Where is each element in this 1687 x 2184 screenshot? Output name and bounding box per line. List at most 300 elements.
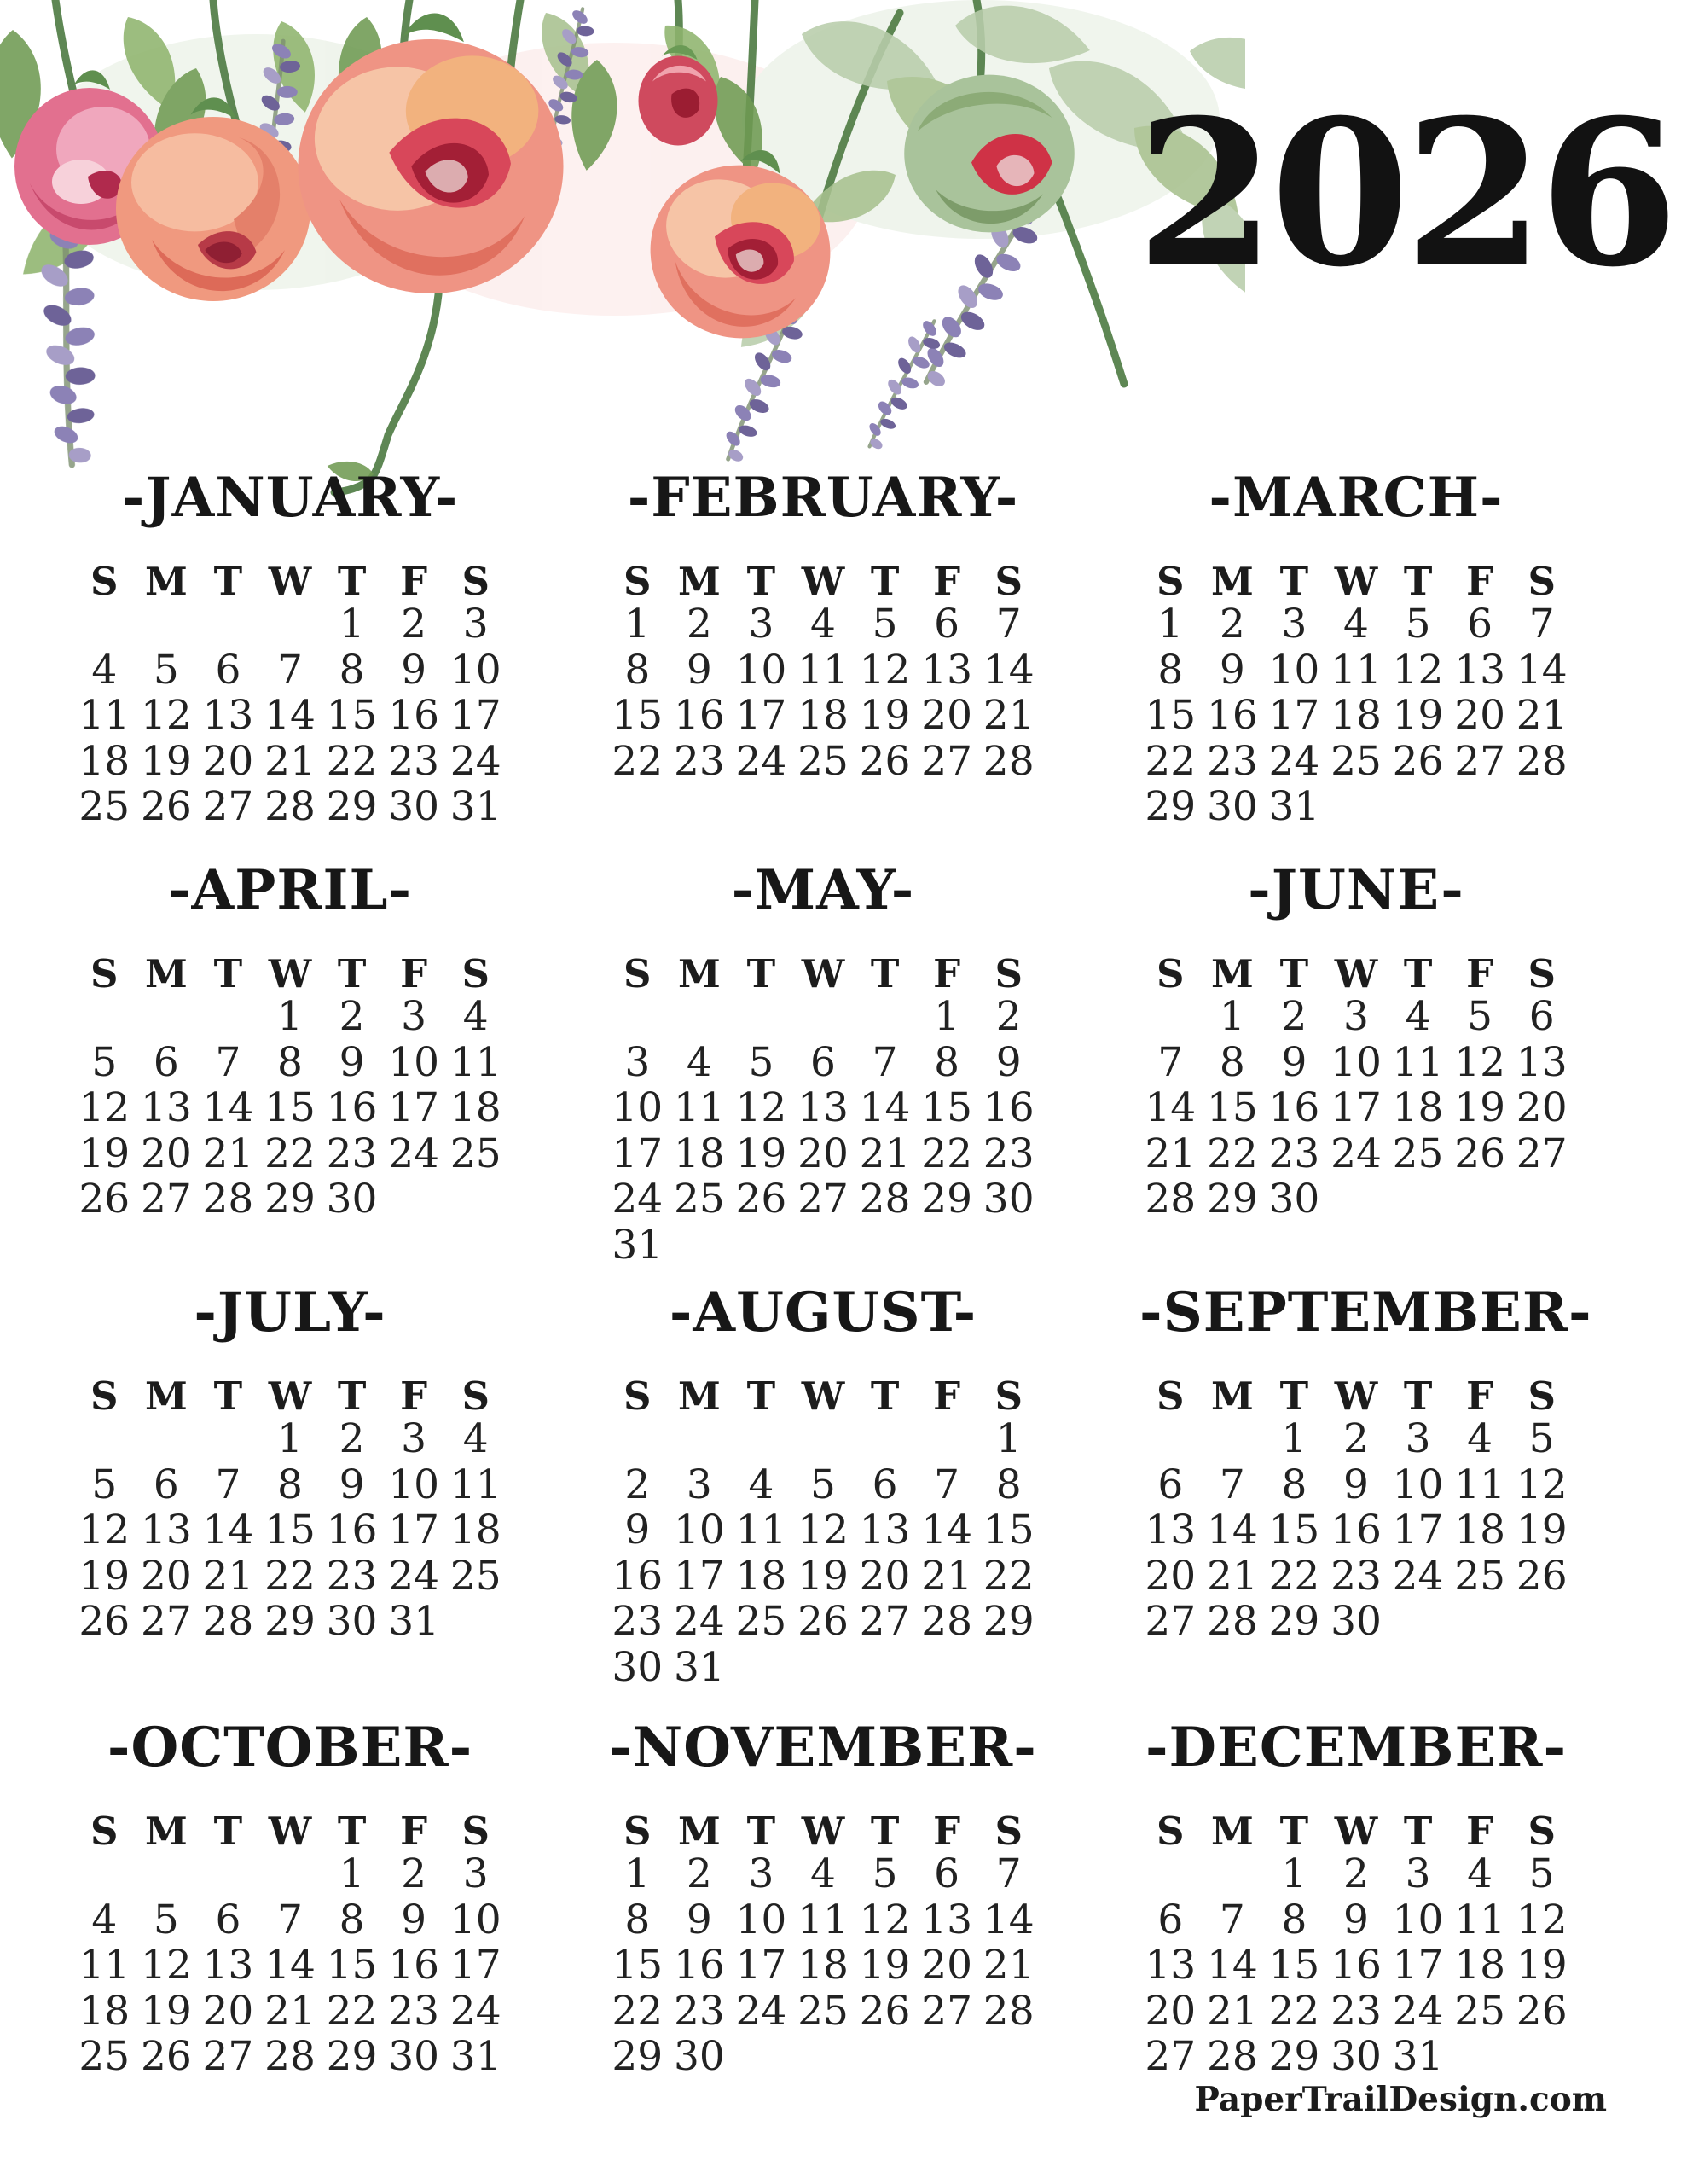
weekday-label: S: [994, 951, 1023, 996]
empty-cell: [136, 601, 198, 648]
date-cell: 1: [277, 1415, 303, 1462]
date-cell: 30: [1330, 2033, 1382, 2080]
weekday-header-row: [73, 559, 507, 604]
date-cell: 27: [1516, 1130, 1568, 1177]
empty-cell: [854, 1416, 916, 1462]
weekday-label: S: [90, 1809, 119, 1854]
date-cell: 19: [1454, 1084, 1506, 1131]
date-grid: [606, 1416, 1040, 1690]
date-cell: 21: [1145, 1130, 1197, 1177]
date-grid: [1139, 1851, 1573, 2080]
date-cell: 13: [140, 1084, 192, 1131]
date-cell: 20: [202, 1987, 254, 2035]
weekday-label: S: [1528, 1374, 1556, 1419]
date-cell: 4: [1343, 601, 1369, 648]
date-cell: 7: [277, 1896, 303, 1943]
weekday-label: T: [1403, 559, 1433, 604]
month-block: [73, 1715, 507, 2080]
date-cell: 8: [624, 646, 651, 694]
empty-cell: [916, 2034, 978, 2080]
empty-cell: [730, 2034, 792, 2080]
weekday-label: S: [623, 1809, 652, 1854]
date-cell: 15: [612, 1942, 664, 1989]
date-cell: 4: [462, 1415, 489, 1462]
date-cell: 23: [388, 1987, 440, 2035]
empty-cell: [730, 994, 792, 1040]
date-cell: 22: [921, 1130, 973, 1177]
date-cell: 15: [264, 1084, 316, 1131]
month-title: -APRIL-: [167, 858, 413, 922]
green-peony-bud: [904, 75, 1075, 233]
date-grid: [73, 1851, 507, 2080]
date-cell: 22: [1268, 1552, 1320, 1600]
date-cell: 9: [401, 646, 427, 694]
date-cell: 15: [1268, 1942, 1320, 1989]
date-cell: 12: [140, 1942, 192, 1989]
empty-cell: [916, 1223, 978, 1269]
empty-cell: [854, 1645, 916, 1691]
date-cell: 22: [1145, 737, 1197, 785]
date-cell: 29: [326, 2033, 378, 2080]
weekday-label: S: [1157, 951, 1185, 996]
date-cell: 28: [983, 737, 1035, 785]
date-grid: [606, 601, 1040, 784]
empty-cell: [1139, 1416, 1202, 1462]
weekday-label: W: [801, 559, 845, 604]
date-cell: 15: [326, 1942, 378, 1989]
weekday-label: F: [400, 1374, 428, 1419]
date-cell: 10: [612, 1084, 664, 1131]
date-cell: 28: [202, 1598, 254, 1645]
date-cell: 5: [1528, 1850, 1555, 1897]
empty-cell: [136, 1851, 198, 1897]
date-cell: 30: [388, 783, 440, 830]
date-cell: 22: [326, 1987, 378, 2035]
date-cell: 5: [872, 601, 898, 648]
date-cell: 20: [921, 1942, 973, 1989]
date-cell: 3: [686, 1461, 712, 1508]
date-cell: 31: [612, 1221, 664, 1269]
empty-cell: [606, 994, 669, 1040]
date-grid: [73, 1416, 507, 1645]
weekday-label: F: [1466, 1809, 1494, 1854]
date-cell: 19: [859, 1942, 911, 1989]
date-cell: 26: [797, 1598, 849, 1645]
date-cell: 7: [215, 1038, 241, 1086]
date-cell: 6: [810, 1038, 836, 1086]
date-cell: 7: [995, 1850, 1022, 1897]
date-cell: 16: [326, 1507, 378, 1554]
date-cell: 28: [264, 2033, 316, 2080]
date-cell: 17: [612, 1130, 664, 1177]
date-cell: 6: [934, 1850, 960, 1897]
date-cell: 27: [140, 1176, 192, 1223]
date-cell: 15: [264, 1507, 316, 1554]
date-cell: 20: [140, 1130, 192, 1177]
date-cell: 22: [1206, 1130, 1258, 1177]
date-cell: 3: [401, 993, 427, 1040]
month-block: [73, 1280, 507, 1715]
year-heading: 2026: [1136, 76, 1674, 311]
date-cell: 8: [995, 1461, 1022, 1508]
date-cell: 12: [1516, 1896, 1568, 1943]
weekday-label: T: [870, 559, 900, 604]
date-cell: 7: [934, 1461, 960, 1508]
empty-cell: [73, 994, 136, 1040]
date-cell: 4: [462, 993, 489, 1040]
weekday-label: F: [1466, 1374, 1494, 1419]
weekday-label: M: [677, 1374, 721, 1419]
weekday-label: F: [933, 951, 961, 996]
date-cell: 3: [462, 601, 489, 648]
date-cell: 1: [995, 1415, 1022, 1462]
empty-cell: [977, 1645, 1040, 1691]
month-title: -AUGUST-: [669, 1281, 977, 1345]
date-cell: 22: [326, 737, 378, 785]
date-cell: 9: [1281, 1038, 1307, 1086]
empty-cell: [197, 994, 259, 1040]
date-cell: 23: [673, 1987, 725, 2035]
date-cell: 24: [612, 1176, 664, 1223]
date-cell: 24: [388, 1130, 440, 1177]
date-cell: 4: [1467, 1415, 1493, 1462]
weekday-label: T: [213, 559, 243, 604]
date-cell: 5: [810, 1461, 836, 1508]
weekday-header-row: [1139, 951, 1573, 994]
date-cell: 8: [1281, 1896, 1307, 1943]
date-cell: 26: [1516, 1552, 1568, 1600]
date-grid: [73, 994, 507, 1223]
date-cell: 19: [859, 692, 911, 739]
date-cell: 15: [326, 692, 378, 739]
date-cell: 23: [1330, 1987, 1382, 2035]
date-cell: 26: [78, 1598, 130, 1645]
date-cell: 14: [202, 1084, 254, 1131]
weekday-label: W: [1334, 951, 1378, 996]
month-block: [606, 1715, 1040, 2080]
date-cell: 8: [339, 646, 365, 694]
month-title: -NOVEMBER-: [609, 1716, 1037, 1780]
date-cell: 11: [78, 1942, 130, 1989]
date-cell: 10: [735, 646, 787, 694]
weekday-label: T: [1279, 951, 1309, 996]
date-cell: 27: [921, 1987, 973, 2035]
date-cell: 17: [673, 1552, 725, 1600]
empty-cell: [977, 1223, 1040, 1269]
month-block: [73, 857, 507, 1280]
date-cell: 24: [735, 1987, 787, 2035]
weekday-label: S: [623, 559, 652, 604]
date-cell: 6: [1467, 601, 1493, 648]
date-cell: 9: [401, 1896, 427, 1943]
empty-cell: [197, 601, 259, 648]
date-cell: 14: [1206, 1942, 1258, 1989]
date-cell: 4: [748, 1461, 774, 1508]
month-block: [73, 465, 507, 857]
date-cell: 10: [449, 646, 501, 694]
date-cell: 9: [1343, 1896, 1369, 1943]
date-cell: 7: [1219, 1461, 1245, 1508]
date-cell: 20: [797, 1130, 849, 1177]
date-grid: [73, 601, 507, 830]
empty-cell: [1387, 1599, 1449, 1645]
weekday-label: T: [213, 1809, 243, 1854]
date-cell: 9: [339, 1038, 365, 1086]
date-cell: 27: [140, 1598, 192, 1645]
date-cell: 16: [1330, 1507, 1382, 1554]
date-cell: 1: [624, 1850, 651, 1897]
empty-cell: [730, 1223, 792, 1269]
date-grid: [606, 994, 1040, 1268]
date-cell: 31: [449, 783, 501, 830]
date-cell: 25: [449, 1130, 501, 1177]
date-cell: 14: [983, 1896, 1035, 1943]
date-cell: 21: [264, 1987, 316, 2035]
date-cell: 20: [921, 692, 973, 739]
date-cell: 17: [388, 1084, 440, 1131]
empty-cell: [1387, 784, 1449, 830]
date-cell: 19: [140, 737, 192, 785]
date-cell: 18: [797, 1942, 849, 1989]
date-cell: 21: [1516, 692, 1568, 739]
empty-cell: [916, 1645, 978, 1691]
empty-cell: [1202, 1416, 1264, 1462]
date-cell: 9: [1343, 1461, 1369, 1508]
date-cell: 26: [1516, 1987, 1568, 2035]
weekday-label: T: [746, 1374, 776, 1419]
month-title: -SEPTEMBER-: [1139, 1281, 1592, 1345]
date-cell: 25: [78, 783, 130, 830]
date-cell: 18: [1330, 692, 1382, 739]
date-cell: 19: [78, 1552, 130, 1600]
weekday-label: W: [1334, 559, 1378, 604]
date-cell: 9: [1219, 646, 1245, 694]
date-cell: 11: [78, 692, 130, 739]
date-cell: 26: [859, 737, 911, 785]
date-cell: 28: [1206, 1598, 1258, 1645]
date-cell: 23: [1330, 1552, 1382, 1600]
date-cell: 9: [995, 1038, 1022, 1086]
date-cell: 14: [859, 1084, 911, 1131]
date-cell: 6: [215, 646, 241, 694]
date-cell: 2: [401, 601, 427, 648]
date-cell: 8: [1281, 1461, 1307, 1508]
empty-cell: [1325, 784, 1388, 830]
date-cell: 18: [797, 692, 849, 739]
date-grid: [606, 1851, 1040, 2080]
date-cell: 4: [91, 646, 118, 694]
date-cell: 12: [859, 646, 911, 694]
date-cell: 26: [859, 1987, 911, 2035]
weekday-label: T: [1279, 1809, 1309, 1854]
date-cell: 5: [91, 1038, 118, 1086]
date-cell: 6: [1528, 993, 1555, 1040]
date-cell: 18: [673, 1130, 725, 1177]
date-cell: 25: [1330, 737, 1382, 785]
date-cell: 29: [921, 1176, 973, 1223]
date-cell: 15: [983, 1507, 1035, 1554]
date-cell: 29: [612, 2033, 664, 2080]
date-cell: 11: [735, 1507, 787, 1554]
date-cell: 26: [140, 783, 192, 830]
weekday-header-row: [606, 1374, 1040, 1419]
weekday-label: S: [461, 1809, 490, 1854]
weekday-label: T: [337, 1809, 367, 1854]
empty-cell: [73, 1416, 136, 1462]
empty-cell: [854, 994, 916, 1040]
date-cell: 14: [264, 1942, 316, 1989]
date-cell: 11: [673, 1084, 725, 1131]
date-cell: 23: [612, 1598, 664, 1645]
date-cell: 16: [1206, 692, 1258, 739]
weekday-label: W: [268, 1374, 312, 1419]
date-cell: 2: [339, 993, 365, 1040]
date-cell: 15: [612, 692, 664, 739]
date-cell: 5: [1405, 601, 1431, 648]
empty-cell: [730, 1645, 792, 1691]
footer-credit: PaperTrailDesign.com: [1194, 2080, 1607, 2119]
date-cell: 1: [1219, 993, 1245, 1040]
date-cell: 1: [339, 1850, 365, 1897]
date-cell: 10: [1392, 1896, 1444, 1943]
date-cell: 19: [797, 1552, 849, 1600]
empty-cell: [730, 1416, 792, 1462]
date-cell: 7: [215, 1461, 241, 1508]
date-cell: 18: [449, 1084, 501, 1131]
date-cell: 13: [202, 1942, 254, 1989]
empty-cell: [259, 601, 322, 648]
weekday-header-row: [73, 1374, 507, 1419]
date-cell: 1: [624, 601, 651, 648]
date-cell: 16: [326, 1084, 378, 1131]
empty-cell: [792, 1223, 855, 1269]
weekday-label: S: [461, 1374, 490, 1419]
date-cell: 12: [797, 1507, 849, 1554]
date-cell: 29: [264, 1176, 316, 1223]
empty-cell: [383, 1176, 445, 1223]
weekday-label: T: [870, 1374, 900, 1419]
date-cell: 3: [1405, 1850, 1431, 1897]
empty-cell: [1325, 1176, 1388, 1223]
date-cell: 20: [140, 1552, 192, 1600]
weekday-label: M: [144, 1374, 188, 1419]
date-cell: 14: [1145, 1084, 1197, 1131]
date-cell: 1: [339, 601, 365, 648]
empty-cell: [136, 994, 198, 1040]
date-cell: 11: [1454, 1896, 1506, 1943]
date-cell: 29: [326, 783, 378, 830]
date-cell: 14: [202, 1507, 254, 1554]
date-cell: 7: [1157, 1038, 1184, 1086]
date-cell: 20: [859, 1552, 911, 1600]
weekday-label: S: [1157, 559, 1185, 604]
date-cell: 13: [1145, 1507, 1197, 1554]
date-cell: 14: [983, 646, 1035, 694]
weekday-label: T: [337, 1374, 367, 1419]
date-cell: 23: [326, 1130, 378, 1177]
date-cell: 28: [1145, 1176, 1197, 1223]
date-grid: [1139, 601, 1573, 830]
date-cell: 2: [686, 1850, 712, 1897]
weekday-label: M: [1210, 1374, 1254, 1419]
date-cell: 10: [1330, 1038, 1382, 1086]
date-cell: 31: [1392, 2033, 1444, 2080]
date-cell: 20: [1454, 692, 1506, 739]
date-cell: 24: [1330, 1130, 1382, 1177]
date-cell: 12: [1454, 1038, 1506, 1086]
empty-cell: [669, 994, 731, 1040]
date-cell: 15: [1145, 692, 1197, 739]
weekday-label: S: [90, 559, 119, 604]
date-cell: 21: [983, 1942, 1035, 1989]
date-cell: 25: [449, 1552, 501, 1600]
date-cell: 6: [153, 1461, 179, 1508]
date-cell: 30: [673, 2033, 725, 2080]
weekday-label: W: [268, 1809, 312, 1854]
date-cell: 6: [215, 1896, 241, 1943]
date-cell: 10: [388, 1461, 440, 1508]
empty-cell: [792, 1416, 855, 1462]
weekday-label: W: [268, 559, 312, 604]
date-cell: 28: [1516, 737, 1568, 785]
date-cell: 14: [1516, 646, 1568, 694]
date-cell: 25: [1454, 1987, 1506, 2035]
date-cell: 23: [326, 1552, 378, 1600]
date-cell: 16: [1268, 1084, 1320, 1131]
date-cell: 12: [1516, 1461, 1568, 1508]
date-cell: 10: [449, 1896, 501, 1943]
date-cell: 30: [612, 1643, 664, 1691]
weekday-label: T: [213, 1374, 243, 1419]
empty-cell: [444, 1599, 507, 1645]
date-cell: 27: [1454, 737, 1506, 785]
date-cell: 3: [462, 1850, 489, 1897]
months-grid: [73, 465, 1592, 2080]
date-cell: 3: [1405, 1415, 1431, 1462]
date-cell: 21: [921, 1552, 973, 1600]
empty-cell: [1510, 1599, 1573, 1645]
date-cell: 27: [797, 1176, 849, 1223]
date-cell: 25: [1454, 1552, 1506, 1600]
date-cell: 16: [673, 1942, 725, 1989]
date-cell: 30: [983, 1176, 1035, 1223]
weekday-label: F: [400, 559, 428, 604]
empty-cell: [1202, 1851, 1264, 1897]
date-cell: 15: [1206, 1084, 1258, 1131]
date-cell: 14: [921, 1507, 973, 1554]
empty-cell: [197, 1416, 259, 1462]
month-title: -DECEMBER-: [1145, 1716, 1568, 1780]
date-cell: 19: [140, 1987, 192, 2035]
date-cell: 29: [983, 1598, 1035, 1645]
date-cell: 25: [735, 1598, 787, 1645]
date-cell: 13: [921, 646, 973, 694]
date-cell: 27: [921, 737, 973, 785]
date-cell: 25: [797, 737, 849, 785]
date-cell: 29: [1206, 1176, 1258, 1223]
weekday-label: T: [1403, 1809, 1433, 1854]
date-cell: 4: [1405, 993, 1431, 1040]
date-cell: 4: [686, 1038, 712, 1086]
date-cell: 12: [1392, 646, 1444, 694]
date-cell: 28: [921, 1598, 973, 1645]
date-cell: 6: [934, 601, 960, 648]
month-title: -OCTOBER-: [107, 1716, 473, 1780]
date-cell: 15: [1268, 1507, 1320, 1554]
date-cell: 7: [277, 646, 303, 694]
weekday-label: T: [337, 951, 367, 996]
date-cell: 11: [797, 646, 849, 694]
